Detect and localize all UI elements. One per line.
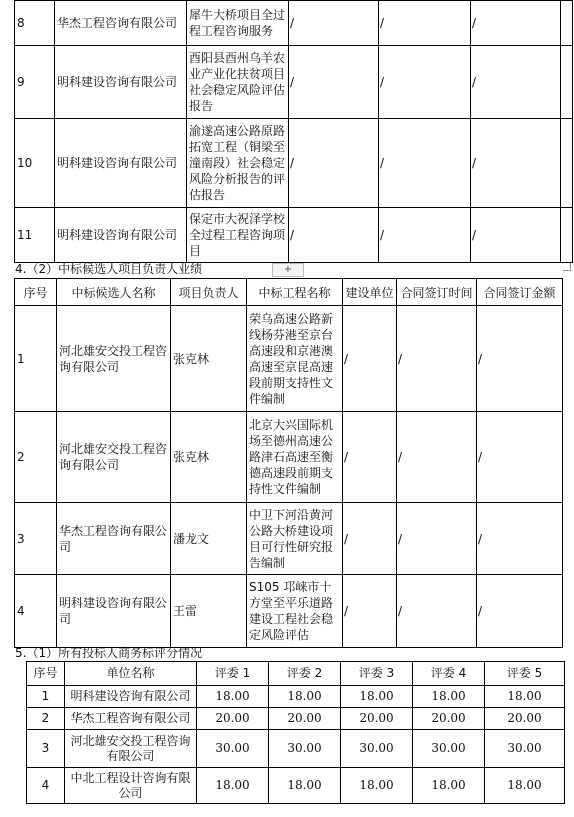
cell (561, 208, 573, 263)
row-number: 3 (27, 730, 65, 768)
contract-amount: / (477, 575, 563, 648)
score: 18.00 (413, 686, 485, 708)
project-manager: 张克林 (171, 412, 247, 503)
construction-unit: / (343, 412, 397, 503)
construction-unit: / (343, 503, 397, 575)
company-name: 明科建设咨询有限公司 (55, 208, 187, 263)
add-row-handle[interactable]: + (272, 263, 304, 277)
table-row (15, 306, 563, 412)
row-number: 4 (27, 768, 65, 804)
contract-time: / (397, 575, 477, 648)
project-name: 荣乌高速公路新线杨芬港至京台高速段和京港澳高速至京昆高速段前期支持性文件编制 (247, 306, 343, 412)
score: 18.00 (197, 768, 269, 804)
cell: / (471, 1, 561, 46)
column-header: 评委 4 (413, 662, 485, 686)
score: 30.00 (197, 730, 269, 768)
table-row (27, 686, 565, 708)
cell (561, 46, 573, 119)
company-name: 明科建设咨询有限公司 (57, 575, 171, 648)
score: 30.00 (269, 730, 341, 768)
contract-amount: / (477, 306, 563, 412)
table-row (27, 730, 565, 768)
company-name: 河北雄安交投工程咨询有限公司 (65, 730, 197, 768)
manager-performance-table (14, 278, 563, 648)
score: 20.00 (197, 708, 269, 730)
column-header: 中标工程名称 (247, 279, 343, 306)
row-number: 8 (15, 1, 55, 46)
project-name: 酉阳县酉州乌羊农业产业化扶贫项目社会稳定风险评估报告 (187, 46, 289, 119)
table-row (27, 708, 565, 730)
cell: / (379, 208, 471, 263)
company-name: 明科建设咨询有限公司 (65, 686, 197, 708)
score: 18.00 (269, 686, 341, 708)
row-number: 3 (15, 503, 57, 575)
project-manager: 王雷 (171, 575, 247, 648)
score: 30.00 (485, 730, 565, 768)
score: 20.00 (413, 708, 485, 730)
column-header: 评委 3 (341, 662, 413, 686)
score: 30.00 (413, 730, 485, 768)
project-name: 渝遂高速公路原路拓宽工程（铜梁至潼南段）社会稳定风险分析报告的评估报告 (187, 119, 289, 208)
project-name: 犀牛大桥项目全过程工程咨询服务 (187, 1, 289, 46)
company-name: 河北雄安交投工程咨询有限公司 (57, 306, 171, 412)
column-header: 评委 1 (197, 662, 269, 686)
previous-performance-table (14, 0, 573, 263)
column-header: 中标候选人名称 (57, 279, 171, 306)
row-number: 2 (27, 708, 65, 730)
column-header: 序号 (15, 279, 57, 306)
company-name: 河北雄安交投工程咨询有限公司 (57, 412, 171, 503)
cell: / (471, 46, 561, 119)
table-row (15, 503, 563, 575)
company-name: 华杰工程咨询有限公司 (55, 1, 187, 46)
construction-unit: / (343, 575, 397, 648)
company-name: 明科建设咨询有限公司 (55, 46, 187, 119)
business-score-table (26, 661, 565, 804)
cell: / (379, 46, 471, 119)
project-name: 保定市大祝泽学校全过程工程咨询项目 (187, 208, 289, 263)
score: 20.00 (269, 708, 341, 730)
table-resize-handle[interactable] (563, 263, 571, 271)
table-row (15, 575, 563, 648)
column-header: 合同签订时间 (397, 279, 477, 306)
row-number: 4 (15, 575, 57, 648)
cell: / (289, 1, 379, 46)
table-row (15, 119, 573, 208)
column-header: 合同签订金额 (477, 279, 563, 306)
score: 18.00 (269, 768, 341, 804)
score: 18.00 (413, 768, 485, 804)
project-name: 中卫下河沿黄河公路大桥建设项目可行性研究报告编制 (247, 503, 343, 575)
column-header: 序号 (27, 662, 65, 686)
score: 30.00 (341, 730, 413, 768)
score: 18.00 (485, 768, 565, 804)
table-row (15, 46, 573, 119)
column-header: 建设单位 (343, 279, 397, 306)
table-row (27, 768, 565, 804)
row-number: 1 (15, 306, 57, 412)
section-caption-manager-performance: 4.（2）中标候选人项目负责人业绩 (15, 262, 203, 276)
contract-amount: / (477, 503, 563, 575)
row-number: 10 (15, 119, 55, 208)
table-header-row (27, 662, 565, 686)
score: 20.00 (341, 708, 413, 730)
company-name: 中北工程设计咨询有限公司 (65, 768, 197, 804)
row-number: 1 (27, 686, 65, 708)
score: 18.00 (485, 686, 565, 708)
row-number: 2 (15, 412, 57, 503)
cell (561, 119, 573, 208)
table-header-row (15, 279, 563, 306)
contract-time: / (397, 412, 477, 503)
cell: / (289, 208, 379, 263)
company-name: 华杰工程咨询有限公司 (65, 708, 197, 730)
contract-time: / (397, 306, 477, 412)
construction-unit: / (343, 306, 397, 412)
row-number: 11 (15, 208, 55, 263)
cell: / (289, 119, 379, 208)
column-header: 单位名称 (65, 662, 197, 686)
section-caption-business-scores: 5.（1）所有投标人商务标评分情况 (15, 646, 203, 660)
cell (561, 1, 573, 46)
score: 18.00 (197, 686, 269, 708)
company-name: 华杰工程咨询有限公司 (57, 503, 171, 575)
column-header: 项目负责人 (171, 279, 247, 306)
cell: / (379, 119, 471, 208)
cell: / (471, 119, 561, 208)
score: 18.00 (341, 686, 413, 708)
contract-time: / (397, 503, 477, 575)
cell: / (289, 46, 379, 119)
company-name: 明科建设咨询有限公司 (55, 119, 187, 208)
project-name: S105 邛崃市十方堂至平乐道路建设工程社会稳定风险评估 (247, 575, 343, 648)
table-row (15, 208, 573, 263)
column-header: 评委 2 (269, 662, 341, 686)
score: 18.00 (341, 768, 413, 804)
project-manager: 张克林 (171, 306, 247, 412)
table-row (15, 1, 573, 46)
cell: / (471, 208, 561, 263)
score: 20.00 (485, 708, 565, 730)
project-manager: 潘龙文 (171, 503, 247, 575)
contract-amount: / (477, 412, 563, 503)
table-row (15, 412, 563, 503)
row-number: 9 (15, 46, 55, 119)
project-name: 北京大兴国际机场至德州高速公路津石高速至衡德高速段前期支持性文件编制 (247, 412, 343, 503)
column-header: 评委 5 (485, 662, 565, 686)
cell: / (379, 1, 471, 46)
